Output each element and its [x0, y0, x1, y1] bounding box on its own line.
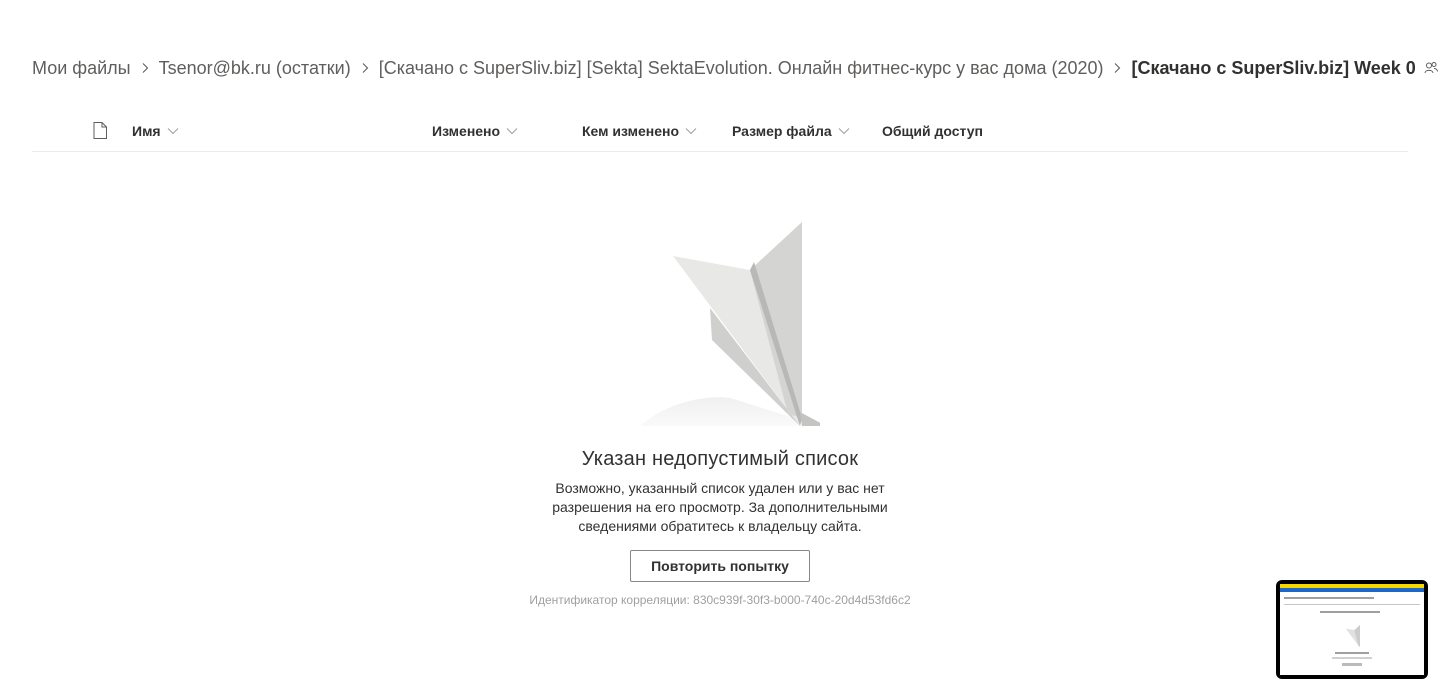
breadcrumb: [32, 54, 1438, 82]
column-header-modified[interactable]: [432, 110, 518, 151]
column-header-sharing[interactable]: [882, 110, 983, 151]
breadcrumb-item-course-folder[interactable]: [Скачано с SuperSliv.biz] [Sekta] SektaEvolution. Онлайн фитнес-курс у вас дома (2020): [378, 57, 1104, 78]
chevron-right-icon: [1103, 54, 1131, 82]
preview-plane-illustration: [1340, 622, 1362, 648]
column-header-name[interactable]: [132, 110, 179, 151]
preview-divider: [1284, 604, 1420, 605]
screenshot-preview-thumbnail[interactable]: [1276, 580, 1428, 679]
chevron-right-icon: [131, 54, 159, 82]
preview-content: [1280, 584, 1424, 675]
preview-title: [1335, 652, 1369, 654]
chevron-down-icon: [685, 127, 697, 135]
shared-people-icon[interactable]: [1424, 61, 1438, 75]
column-header-file-size[interactable]: [732, 110, 850, 151]
column-header-modified-by-label: Кем изменено: [582, 122, 680, 139]
column-header-row: [32, 110, 1408, 152]
chevron-down-icon: [167, 127, 179, 135]
breadcrumb-current-folder: [Скачано с SuperSliv.biz] Week 0: [1131, 57, 1416, 78]
column-header-modified-label: Изменено: [432, 122, 501, 139]
preview-button: [1342, 663, 1362, 666]
correlation-id: Идентификатор корреляции: 830c939f-30f3-b000-740c-20d4d53fd6c2: [529, 593, 911, 607]
empty-state-title: Указан недопустимый список: [581, 448, 859, 470]
chevron-right-icon: [351, 54, 379, 82]
breadcrumb-item-my-files[interactable]: Мои файлы: [32, 57, 131, 78]
preview-breadcrumb: [1284, 597, 1374, 599]
preview-columns: [1320, 611, 1380, 613]
preview-description: [1332, 657, 1372, 659]
column-header-sharing-label: Общий доступ: [882, 122, 983, 139]
column-header-modified-by[interactable]: [582, 110, 697, 151]
column-header-file-size-label: Размер файла: [732, 122, 832, 139]
empty-state: [0, 200, 1440, 607]
chevron-down-icon: [506, 127, 518, 135]
preview-nav-bar: [1280, 588, 1424, 592]
breadcrumb-item-tsenor-folder[interactable]: Tsenor@bk.ru (остатки): [158, 57, 351, 78]
document-icon[interactable]: [92, 110, 108, 151]
empty-state-description: Возможно, указанный список удален или у вас нет разрешения на его просмотр. За дополнительными сведениями обратитесь к владельцу сайта.: [552, 480, 888, 534]
column-header-name-label: Имя: [132, 122, 161, 139]
chevron-down-icon: [838, 127, 850, 135]
retry-button[interactable]: Повторить попытку: [630, 550, 810, 582]
paper-plane-illustration: [620, 200, 820, 428]
